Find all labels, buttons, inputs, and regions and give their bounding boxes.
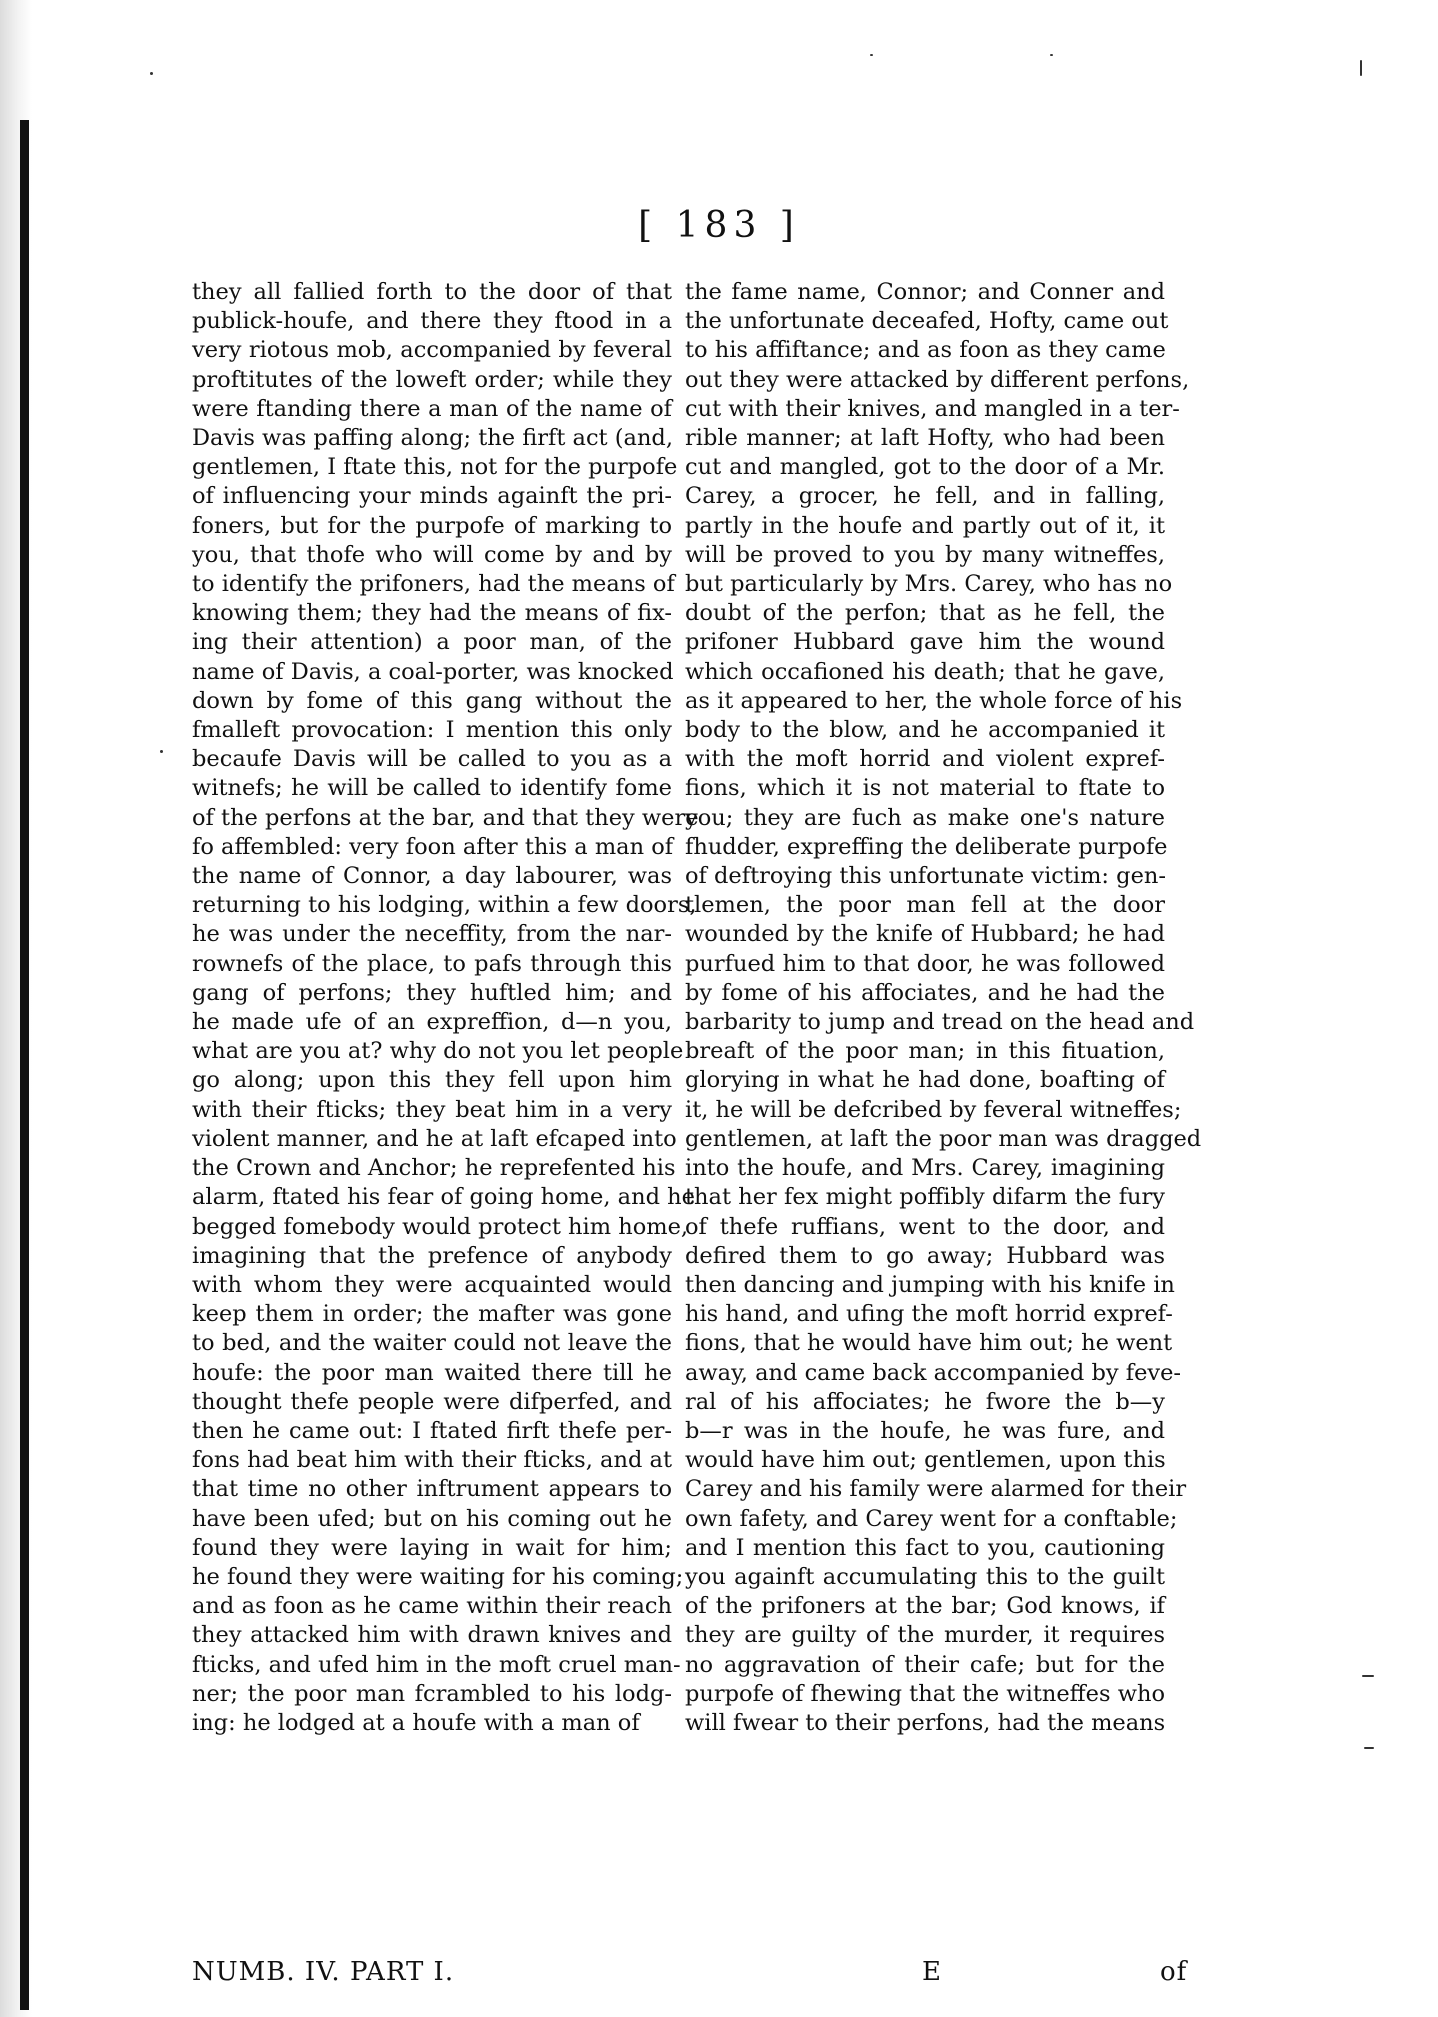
right-text-column: [685, 278, 1202, 1738]
text-line: keep them in order; the mafter was gone: [192, 1301, 672, 1328]
text-line: tlemen, the poor man fell at the door: [685, 892, 1165, 919]
text-line: go along; upon this they fell upon him: [192, 1067, 672, 1094]
text-line: cut with their knives, and mangled in a ter-: [685, 395, 1180, 422]
text-line: into the houfe, and Mrs. Carey, imagining: [685, 1155, 1165, 1182]
text-line: imagining that the prefence of anybody: [192, 1242, 672, 1269]
part-label: NUMB. IV. PART I.: [192, 1957, 455, 1987]
text-line: gang of perfons; they huftled him; and: [192, 979, 672, 1006]
text-line: the fame name, Connor; and Conner and: [685, 279, 1165, 305]
text-line: will be proved to you by many witneffes,: [685, 541, 1165, 568]
text-line: ing their attention) a poor man, of the: [192, 629, 672, 656]
text-line: rownefs of the place, to pafs through this: [192, 950, 672, 977]
scan-speck: [160, 750, 163, 753]
text-line: purpofe of fhewing that the witneffes who: [685, 1680, 1165, 1707]
text-line: then dancing and jumping with his knife in: [685, 1271, 1175, 1298]
text-line: fo affembled: very foon after this a man of: [192, 833, 674, 860]
text-line: found they were laying in wait for him;: [192, 1534, 672, 1561]
text-line: fmalleft provocation: I mention this only: [192, 717, 672, 744]
scan-speck: [1360, 60, 1362, 76]
text-line: of the perfons at the bar, and that they were: [192, 804, 699, 831]
text-line: very riotous mob, accompanied by feveral: [192, 337, 672, 364]
text-line: Carey and his family were alarmed for their: [685, 1476, 1187, 1503]
text-line: you againft accumulating this to the guilt: [685, 1563, 1165, 1590]
text-line: violent manner, and he at laft efcaped into: [192, 1125, 677, 1152]
text-line: prifoner Hubbard gave him the wound: [685, 629, 1165, 656]
text-line: foners, but for the purpofe of marking to: [192, 512, 672, 539]
text-line: that time no other inftrument appears to: [192, 1476, 672, 1503]
text-line: houfe: the poor man waited there till he: [192, 1359, 672, 1386]
binding-shadow-line: [20, 120, 29, 2010]
text-line: to his affiftance; and as foon as they came: [685, 337, 1166, 364]
text-line: with their fticks; they beat him in a very: [192, 1096, 672, 1123]
text-line: name of Davis, a coal-porter, was knocked: [192, 658, 674, 685]
text-line: becaufe Davis will be called to you as a: [192, 746, 672, 773]
text-line: it, he will be defcribed by feveral witneffes;: [685, 1096, 1182, 1123]
text-line: to bed, and the waiter could not leave the: [192, 1330, 672, 1357]
text-line: Davis was paffing along; the firft act (and,: [192, 425, 673, 452]
text-line: ner; the poor man fcrambled to his lodg-: [192, 1680, 672, 1707]
text-line: fions, that he would have him out; he went: [685, 1330, 1173, 1357]
scan-speck: [150, 72, 153, 75]
text-line: doubt of the perfon; that as he fell, the: [685, 600, 1165, 627]
scan-speck: [1364, 1747, 1374, 1749]
text-line: partly in the houfe and partly out of it, it: [685, 512, 1165, 539]
text-line: thought thefe people were difperfed, and: [192, 1388, 672, 1415]
text-line: of the prifoners at the bar; God knows, if: [685, 1593, 1165, 1620]
text-line: of influencing your minds againft the pri-: [192, 483, 672, 510]
text-line: you, that thofe who will come by and by: [192, 541, 672, 568]
text-line: breaft of the poor man; in this fituation,: [685, 1038, 1165, 1065]
text-line: glorying in what he had done, boafting of: [685, 1067, 1165, 1094]
text-line: to identify the prifoners, had the means of: [192, 571, 675, 598]
text-line: with the moft horrid and violent expref-: [685, 746, 1165, 773]
text-line: proftitutes of the loweft order; while they: [192, 366, 672, 393]
text-line: have been ufed; but on his coming out he: [192, 1505, 672, 1532]
text-line: will fwear to their perfons, had the means: [685, 1709, 1166, 1736]
text-line: own fafety, and Carey went for a conftable;: [685, 1505, 1178, 1532]
text-line: the Crown and Anchor; he reprefented his: [192, 1155, 676, 1182]
text-line: and I mention this fact to you, cautioning: [685, 1534, 1165, 1561]
text-line: that her fex might poffibly difarm the fury: [685, 1184, 1165, 1211]
text-line: as it appeared to her, the whole force of his: [685, 687, 1183, 714]
text-line: they are guilty of the murder, it requires: [685, 1622, 1165, 1649]
text-line: he was under the neceffity, from the nar-: [192, 921, 672, 948]
text-line: with whom they were acquainted would: [192, 1271, 672, 1298]
text-line: were ftanding there a man of the name of: [192, 395, 672, 422]
text-line: of deftroying this unfortunate victim: gen-: [685, 863, 1166, 890]
text-line: away, and came back accompanied by feve-: [685, 1359, 1182, 1386]
scan-speck: [1362, 1675, 1374, 1677]
text-line: fions, which it is not material to ftate to: [685, 775, 1165, 802]
text-line: no aggravation of their cafe; but for the: [685, 1651, 1165, 1678]
text-line: his hand, and ufing the moft horrid expref-: [685, 1301, 1173, 1328]
text-line: rible manner; at laft Hofty, who had been: [685, 425, 1165, 452]
text-line: body to the blow, and he accompanied it: [685, 717, 1165, 744]
text-line: gentlemen, at laft the poor man was dragged: [685, 1125, 1202, 1152]
text-line: they all fallied forth to the door of that: [192, 279, 672, 305]
text-line: cut and mangled, got to the door of a Mr.: [685, 454, 1165, 481]
signature-mark: E: [922, 1957, 942, 1987]
text-line: down by fome of this gang without the: [192, 687, 672, 714]
catchword: of: [1160, 1957, 1188, 1987]
text-line: witnefs; he will be called to identify fome: [192, 775, 672, 802]
text-line: of thefe ruffians, went to the door, and: [685, 1213, 1165, 1240]
text-line: would have him out; gentlemen, upon this: [685, 1447, 1166, 1474]
text-line: which occafioned his death; that he gave,: [685, 658, 1165, 685]
left-text-column: [192, 278, 699, 1738]
text-line: fhudder, expreffing the deliberate purpofe: [685, 833, 1168, 860]
text-line: fticks, and ufed him in the moft cruel man-: [192, 1651, 681, 1678]
text-line: and as foon as he came within their reach: [192, 1593, 672, 1620]
text-line: fons had beat him with their fticks, and at: [192, 1447, 672, 1474]
text-line: he found they were waiting for his coming;: [192, 1563, 684, 1590]
text-line: the unfortunate deceafed, Hofty, came out: [685, 308, 1169, 335]
text-line: b—r was in the houfe, he was fure, and: [685, 1417, 1165, 1444]
text-line: returning to his lodging, within a few doors,: [192, 892, 697, 919]
text-line: Carey, a grocer, he fell, and in falling,: [685, 483, 1165, 510]
text-line: wounded by the knife of Hubbard; he had: [685, 921, 1165, 948]
text-line: alarm, ftated his fear of going home, and he: [192, 1184, 695, 1211]
text-line: by fome of his affociates, and he had the: [685, 979, 1165, 1006]
text-line: then he came out: I ftated firft thefe per-: [192, 1417, 672, 1444]
text-line: begged fomebody would protect him home,: [192, 1213, 689, 1240]
text-line: publick-houfe, and there they ftood in a: [192, 308, 672, 335]
text-line: knowing them; they had the means of fix-: [192, 600, 672, 627]
text-line: ral of his affociates; he fwore the b—y: [685, 1388, 1165, 1415]
page-number-header: [ 183 ]: [638, 205, 800, 246]
text-line: purfued him to that door, he was followed: [685, 950, 1165, 977]
text-line: ing: he lodged at a houfe with a man of: [192, 1709, 640, 1736]
text-line: what are you at? why do not you let people: [192, 1038, 684, 1065]
text-line: barbarity to jump and tread on the head and: [685, 1009, 1195, 1036]
text-line: the name of Connor, a day labourer, was: [192, 863, 672, 890]
text-line: you; they are fuch as make one's nature: [685, 804, 1165, 831]
text-line: they attacked him with drawn knives and: [192, 1622, 672, 1649]
text-line: he made ufe of an expreffion, d—n you,: [192, 1009, 672, 1036]
text-line: out they were attacked by different perfons,: [685, 366, 1190, 393]
text-line: but particularly by Mrs. Carey, who has no: [685, 571, 1173, 598]
text-line: defired them to go away; Hubbard was: [685, 1242, 1165, 1269]
scan-speck: [870, 54, 873, 56]
text-line: gentlemen, I ftate this, not for the purpofe: [192, 454, 678, 481]
scan-speck: [1050, 54, 1053, 56]
